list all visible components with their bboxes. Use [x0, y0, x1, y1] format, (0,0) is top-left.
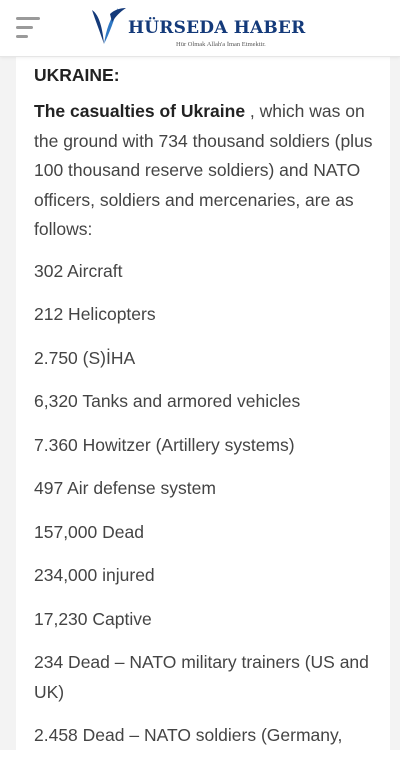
casualty-item: 7.360 Howitzer (Artillery systems)	[34, 434, 295, 455]
casualty-item: 234 Dead – NATO military trainers (US and UK)	[34, 652, 369, 702]
article-body	[34, 64, 379, 765]
site-tagline: Hür Olmak Allah'a İman Etmektir.	[176, 41, 266, 48]
casualty-item: 2.750 (S)İHA	[34, 347, 136, 368]
right-gutter	[390, 57, 400, 750]
casualty-item: 17,230 Captive	[34, 608, 152, 629]
casualty-item: 234,000 injured	[34, 565, 155, 585]
casualty-item: 212 Helicopters	[34, 304, 156, 324]
casualty-item: 302 Aircraft	[34, 260, 123, 281]
casualty-item: 6,320 Tanks and armored vehicles	[34, 391, 301, 411]
casualty-item: 497 Air defense system	[34, 478, 216, 498]
intro-bold-text: The casualties of Ukraine	[34, 101, 246, 121]
casualty-item: 2.458 Dead – NATO soldiers (Germany,	[34, 725, 343, 745]
intro-paragraph	[34, 97, 379, 245]
menu-bar-middle	[16, 26, 33, 29]
casualty-item: 157,000 Dead	[34, 521, 144, 542]
hamburger-menu-icon[interactable]	[16, 15, 44, 41]
seda-logo-icon	[88, 4, 128, 52]
site-logo[interactable]	[88, 4, 308, 52]
intro-text: , which was on the ground with 734 thousand soldiers (plus 100 thousand reserve soldiers) and NATO officers, soldiers and mercenaries, are as follows:	[34, 101, 373, 239]
menu-bar-top	[16, 17, 40, 20]
site-name: HÜRSEDA HABER	[128, 18, 306, 38]
left-gutter	[0, 57, 16, 750]
menu-bar-bottom	[16, 35, 28, 38]
section-heading: UKRAINE:	[34, 65, 120, 85]
site-header	[0, 0, 400, 57]
